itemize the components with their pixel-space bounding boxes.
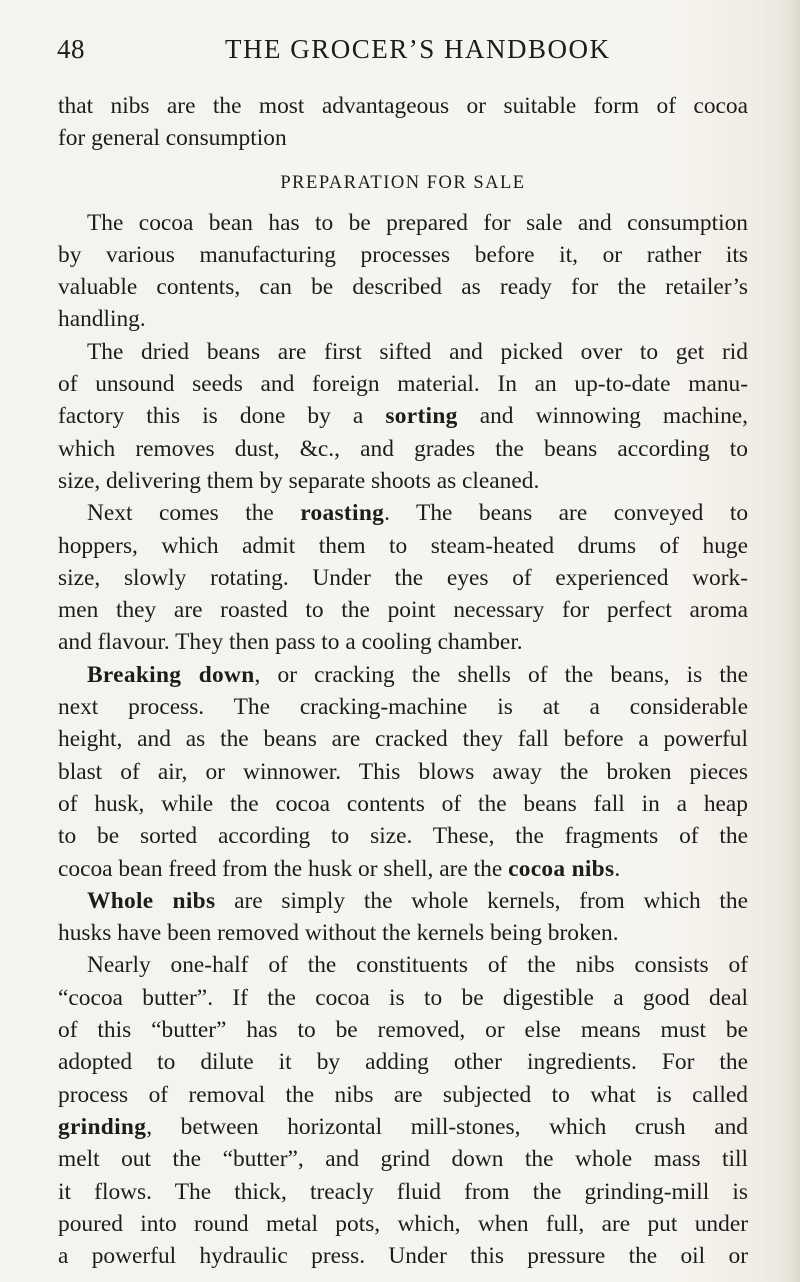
text-line: by various manufacturing processes before it, or rather its	[58, 241, 748, 268]
text-line: that nibs are the most advantageous or suitable form of cocoa	[58, 93, 748, 119]
text-run: cocoa bean freed from the husk or shell, are the	[58, 855, 509, 882]
text-line: process of removal the nibs are subjected to what is called	[58, 1081, 748, 1108]
text-run: are simply the whole kernels, from which the	[215, 887, 748, 914]
paragraph-whole-nibs	[58, 885, 748, 950]
text-line: to be sorted according to size. These, the fragments of the	[58, 823, 748, 850]
text-run: . The beans are conveyed to	[384, 500, 749, 527]
term-roasting: roasting	[300, 500, 385, 527]
paragraph-roasting	[58, 497, 748, 658]
text-line: Nearly one-half of the constituents of the nibs consists of	[87, 952, 748, 979]
text-line	[58, 659, 748, 691]
text-run: , between horizontal mill-stones, which crush and	[146, 1113, 748, 1140]
section-heading: PREPARATION FOR SALE	[280, 172, 526, 193]
text-run: , or cracking the shells of the beans, is the	[254, 661, 748, 688]
text-line: of husk, while the cocoa contents of the beans fall in a heap	[58, 790, 748, 817]
text-line: it flows. The thick, treacly fluid from the grinding-mill is	[58, 1178, 748, 1205]
text-line: size, delivering them by separate shoots as cleaned.	[58, 467, 540, 494]
text-line	[58, 497, 748, 529]
term-sorting: sorting	[385, 403, 458, 430]
text-line: The dried beans are first sifted and picked over to get rid	[87, 338, 748, 365]
text-line: hoppers, which admit them to steam-heated drums of huge	[58, 532, 748, 559]
text-line: adopted to dilute it by adding other ingredients. For the	[58, 1049, 748, 1076]
paragraph-grinding	[58, 949, 748, 1272]
text-line: husks have been removed without the kernels being broken.	[58, 920, 619, 947]
text-line: melt out the “butter”, and grind down the whole mass till	[58, 1146, 748, 1173]
page-header	[57, 34, 751, 70]
paragraph-sorting	[58, 336, 748, 497]
text-line	[58, 400, 748, 432]
text-line: “cocoa butter”. If the cocoa is to be digestible a good deal	[58, 984, 748, 1011]
text-line: next process. The cracking-machine is at a considerable	[58, 694, 748, 721]
text-line: of this “butter” has to be removed, or else means must be	[58, 1017, 748, 1044]
term-whole-nibs: Whole nibs	[87, 887, 216, 914]
text-line: poured into round metal pots, which, when full, are put under	[58, 1210, 748, 1237]
text-line	[58, 885, 748, 917]
text-line: valuable contents, can be described as ready for the retailer’s	[58, 274, 748, 301]
intro-paragraph	[58, 90, 748, 155]
text-line: men they are roasted to the point necessary for perfect aroma	[58, 597, 748, 624]
running-head: THE GROCER’S HANDBOOK	[225, 34, 611, 64]
text-line: which removes dust, &c., and grades the beans according to	[58, 435, 748, 462]
text-line: size, slowly rotating. Under the eyes of experienced work-	[58, 564, 748, 591]
term-cocoa-nibs: cocoa nibs	[508, 855, 615, 882]
text-run: .	[614, 855, 621, 882]
text-line	[58, 1111, 748, 1143]
text-run: and winnowing machine,	[457, 403, 748, 430]
text-line: of unsound seeds and foreign material. In an up-to-date manu-	[58, 371, 748, 398]
text-run: factory this is done by a	[58, 403, 386, 430]
body-text	[58, 90, 748, 1272]
term-grinding: grinding	[58, 1113, 147, 1140]
text-line	[58, 853, 748, 885]
text-line: handling.	[58, 306, 146, 333]
paragraph-prepared	[58, 207, 748, 336]
term-breaking-down: Breaking down	[87, 661, 255, 688]
text-line: blast of air, or winnower. This blows away the broken pieces	[58, 758, 748, 785]
paragraph-breaking-down	[58, 659, 748, 885]
page-number: 48	[57, 34, 85, 64]
text-run: Next comes the	[87, 500, 301, 527]
text-line: The cocoa bean has to be prepared for sale and consumption	[87, 209, 748, 236]
text-line: for general consumption	[58, 125, 287, 152]
page-edge-shadow	[778, 0, 800, 1282]
text-line: height, and as the beans are cracked they fall before a powerful	[58, 726, 748, 753]
text-line: and flavour. They then pass to a cooling chamber.	[58, 629, 523, 656]
text-line: a powerful hydraulic press. Under this pressure the oil or	[58, 1243, 748, 1270]
